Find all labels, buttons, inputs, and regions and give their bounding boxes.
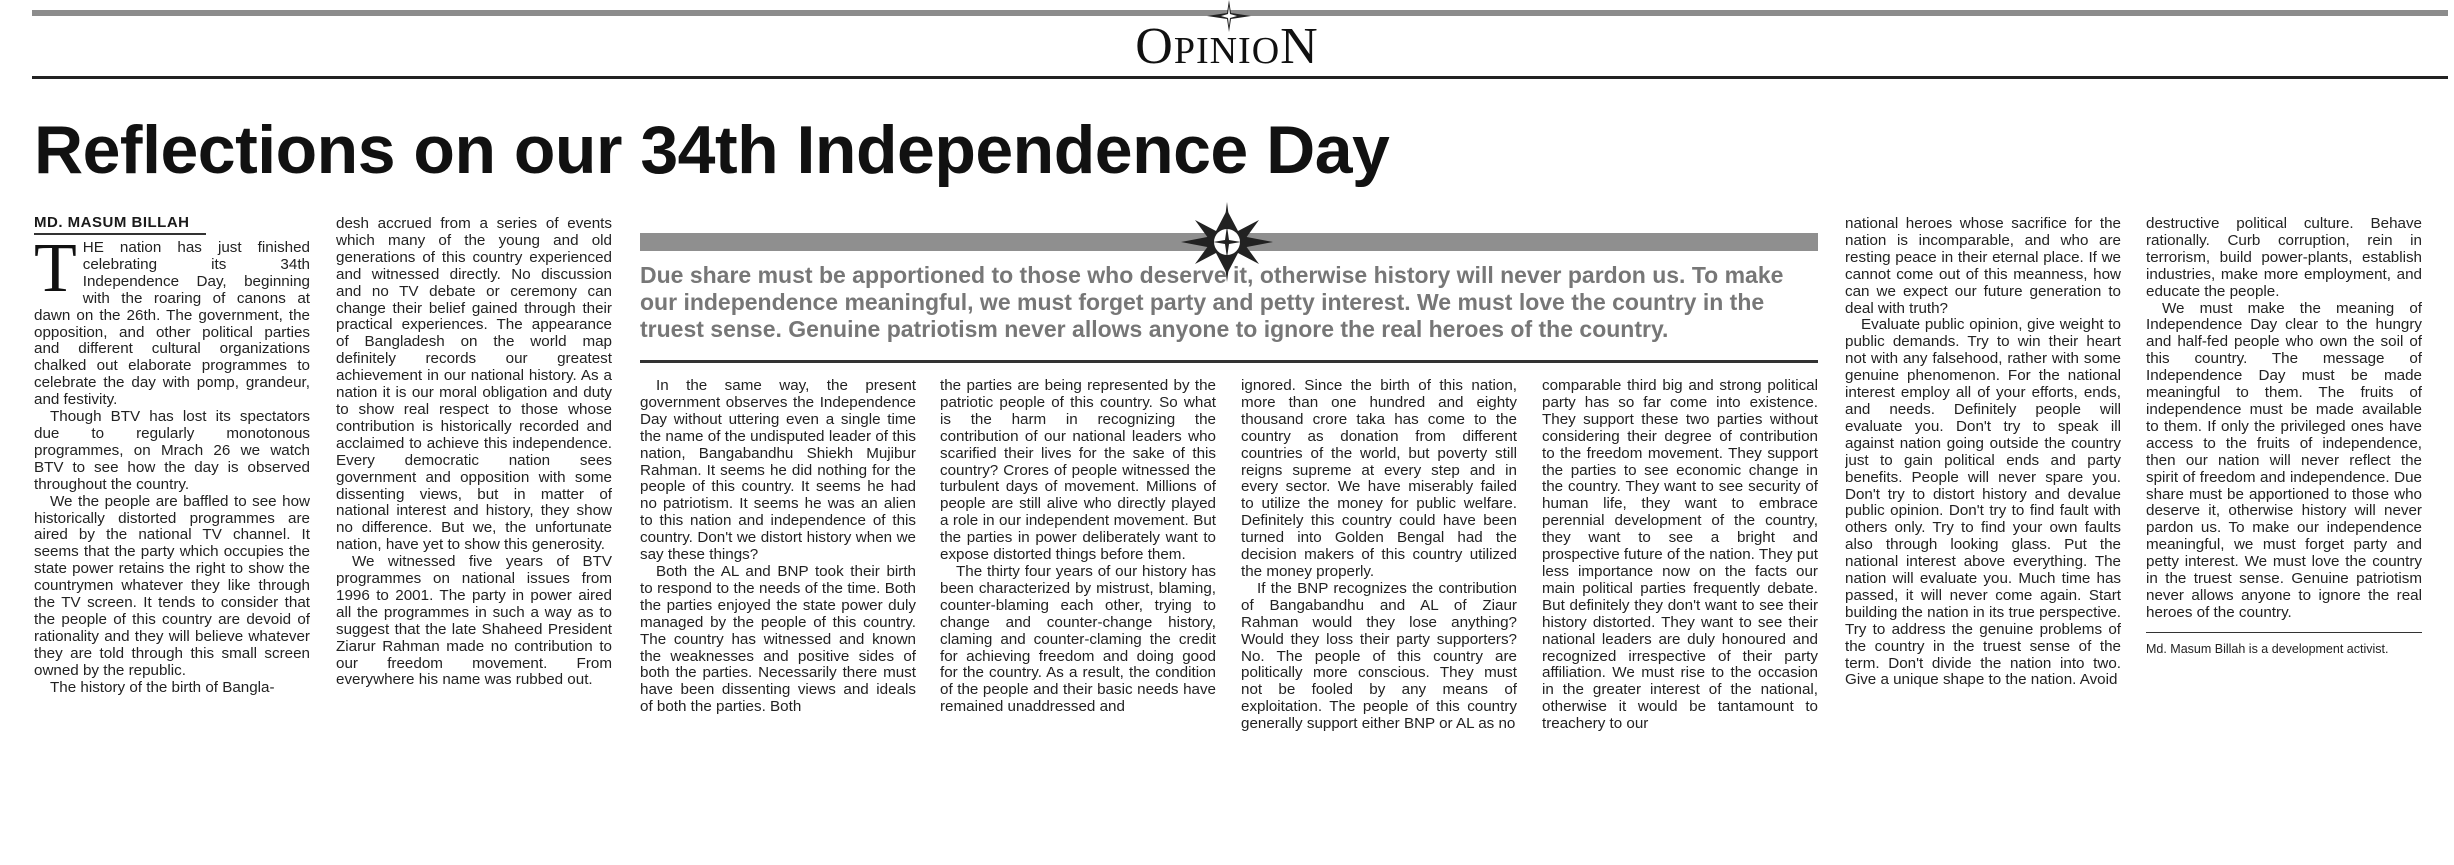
pull-quote: Due share must be apportioned to those who deserve it, otherwise history will never pardon us. To make our independence meaningful, we must forget party and petty interest. We must love the country in the truest sense. Genuine patriotism never allows anyone to ignore the real heroes of the country. <box>640 262 1784 342</box>
section-rule <box>32 76 2448 79</box>
article-paragraph: We the people are baffled to see how historically distorted programmes are aired by the national TV channel. It seems that the party which occupies the state power retains the right to show the countrymen whatever they like through the TV screen. It tends to consider that the people of this country are devoid of rationality and they will believe whatever they are told through this small screen owned by the republic. <box>34 492 310 679</box>
article-paragraph: Though BTV has lost its spectators due to regularly monotonous programmes, on Mrach 26 we watch BTV to see how the day is observed throughout the country. <box>34 408 310 493</box>
author-note: Md. Masum Billah is a development activist. <box>2146 641 2389 656</box>
article-paragraph: If the BNP recognizes the contribution of Bangabandhu and AL of Ziaur Rahman would they lose anything? Would they loss their party supporters? No. The people of this country are politically more conscious. They must not be fooled by any means of exploitation. The people of this country generally support either BNP or AL as no <box>1241 579 1517 733</box>
article-paragraph: destructive political culture. Behave rationally. Curb corruption, rein in terrorism, build power-plants, establish industries, make more employment, and educate the people. <box>2146 216 2422 300</box>
article-column-5 <box>1241 378 1517 843</box>
author-note-rule <box>2146 632 2422 633</box>
headline: Reflections on our 34th Independence Day <box>34 112 1390 188</box>
byline-rule <box>34 233 206 235</box>
article-column-7 <box>1845 216 2121 841</box>
article-paragraph: comparable third big and strong political party has so far come into existence. They support these two parties without considering their degree of contribution to the freedom movement. They support the parties to see economic change in the country. They want to see security of human life, they want to embrace perennial development of the country, they want to see a bright and prospective future of the nation. They put less importance now on the facts our main political parties frequently debate. But definitely they don't want to see their history distorted. They want to see their national leaders are duly honoured and recognized irrespective of their party affiliation. We must rise to the occasion in the greater interest of the national, otherwise it would be tantamount to treachery to our <box>1542 378 1818 733</box>
article-paragraph: The thirty four years of our history has been characterized by mistrust, blaming, counter-blaming each other, trying to change and counter-change history, claming and counter-claming the credit for achieving freedom and doing good for the country. As a result, the condition of the people and their basic needs have remained unaddressed and <box>940 562 1216 716</box>
article-paragraph: The history of the birth of Bangla- <box>50 678 275 696</box>
pull-quote-rule-bottom <box>640 360 1818 363</box>
article-paragraph: national heroes whose sacrifice for the nation is incomparable, and who are resting peace in their eternal place. If we cannot come out of this meanness, how can we expect our future generation to deal with truth? <box>1845 216 2121 317</box>
article-column-3 <box>640 378 916 843</box>
article-paragraph: In the same way, the present government observes the Independence Day without uttering even a single time the name of the undisputed leader of this nation, Bangabandhu Shiekh Mujibur Rahman. It seems he did nothing for the people of this country. It seems he had no patriotism. It seems he was an alien to this nation and independence of this country. Don't we distort history when we say these things? <box>640 378 916 564</box>
section-title: OPINION <box>1135 18 1319 75</box>
article-paragraph: THE nation has just finished celebrating its 34th Independence Day, beginning with the roaring of canons at dawn on the 26th. The government, the opposition, and other political parties and different cultural organizations chalked out elaborate programmes to celebrate the day with pomp, grandeur, and festivity. <box>34 240 310 409</box>
article-paragraph: Both the AL and BNP took their birth to respond to the needs of the time. Both the parties enjoyed the state power duly managed by the people of this country. The country has witnessed and known the weaknesses and positive sides of both the parties. Necessarily there must have been dissenting views and ideals of both the parties. Both <box>640 562 916 716</box>
article-paragraph: the parties are being represented by the patriotic people of this country. So what is the harm in recognizing the contribution of our national leaders who scarified their lives for the sake of this country? Crores of people witnessed the turbulent days of movement. Millions of people are still alive who directly played a role in our independent movement. But the parties in power deliberately want to expose distorted things before them. <box>940 378 1216 564</box>
article-column-8 <box>2146 216 2422 841</box>
article-paragraph: ignored. Since the birth of this nation, more than one hundred and eighty thousand crore taka has come to the country as donation from different countries of the world, but poverty still reigns supreme at every step and in every sector. We have miserably failed to utilize the money for public welfare. Definitely this country could have been turned into Golden Bengal had the decision makers of this country utilized the money properly. <box>1241 378 1517 580</box>
article-column-1 <box>34 240 310 865</box>
article-paragraph: We must make the meaning of Independence Day clear to the hungry and half-fed people who own the soil of this country. The message of Independence Day must be made meaningful to them. The fruits of independence must be made available to them. If only the privileged ones have access to the fruits of independence, then our nation will never reflect the spirit of freedom and independence. Due share must be apportioned to those who deserve it, otherwise history will never pardon us. To make our independence meaningful, we must forget party and petty interest. We must love the country in the truest sense. Genuine patriotism never allows anyone to ignore the real heroes of the country. <box>2146 299 2422 621</box>
article-paragraph: desh accrued from a series of events which many of the young and old generations of this country experienced and witnessed directly. No discussion and no TV debate or ceremony can change their belief gained through their practical experiences. The appearance of Bangladesh on the world map definitely records our greatest achievement in our national history. As a nation it is our moral obligation and duty to show real respect to those whose contribution is historically recorded and acclaimed to achieve this independence. Every democratic nation sees government and opposition with some dissenting views, but in matter of national interest and history, they show no difference. But we, the unfortunate nation, have yet to show this generosity. <box>336 216 612 554</box>
article-column-6 <box>1542 378 1818 843</box>
drop-cap: T <box>34 240 77 307</box>
byline: MD. MASUM BILLAH <box>34 214 190 231</box>
article-paragraph: Evaluate public opinion, give weight to public demands. Try to win their heart not with any falsehood, rather with some genuine phenomenon. For the national interest employ all of your efforts, ends, and needs. Definitely people will evaluate you. Don't try to speak ill against nation going outside the country just to gain political ends and party benefits. People will never spare you. Don't try to distort history and devalue public opinion. Don't try to find fault with others only. Try to find your own faults also through looking glass. Put the national interest above everything. The nation will evaluate you. Much time has passed, it will never come again. Start building the nation in its true perspective. Try to address the genuine problems of the country in the truest sense of the term. Don't divide the nation into two. Give a unique shape to the nation. Avoid <box>1845 316 2121 689</box>
article-column-4 <box>940 378 1216 843</box>
article-paragraph: We witnessed five years of BTV programmes on national issues from 1996 to 2001. The party in power aired all the programmes in such a way as to suggest that the late Shaheed President Ziarur Rahman made no contribution to our freedom movement. From everywhere his name was rubbed out. <box>336 553 612 689</box>
article-column-2 <box>336 216 612 841</box>
